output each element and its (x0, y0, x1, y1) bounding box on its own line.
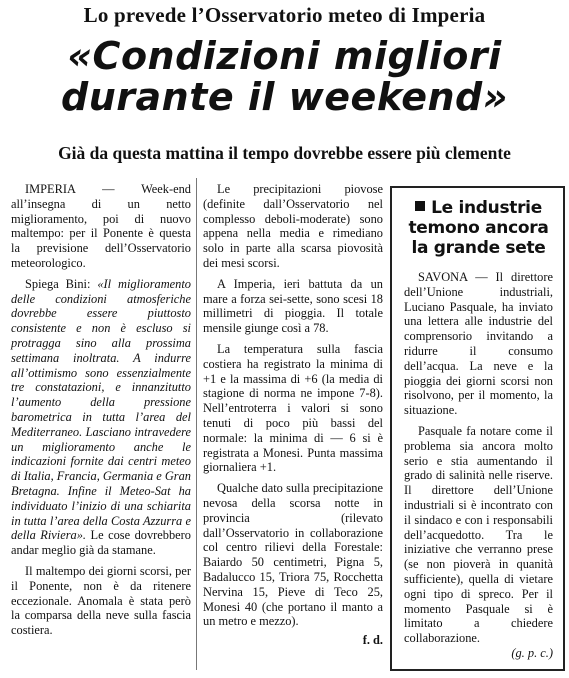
article-paragraph: Le precipitazioni piovose (definite dall’Osservatorio nel complesso deboli-moderate) sono appena nella media e rimediano solo in parte alla scarsa piovosità dei mesi scorsi. (203, 182, 383, 270)
subheadline: Già da questa mattina il tempo dovrebbe essere più clemente (58, 143, 511, 163)
article-column-1 (11, 182, 191, 638)
article-signature: f. d. (362, 633, 383, 648)
sidebar-paragraph: Pasquale fa notare come il problema sia ancora molto serio e stia aumentando il grado di salinità nelle riserve. Il direttore dell’Unione industriali si è incontrato con il sindaco e con i responsabili dell’acquedotto. Tra le iniziative che verranno prese (se non pioverà in quanità sufficiente), quella di vietare ogni tipo di spreco. Per il momento Pasquale si è limitato a chiedere collaborazione. (404, 423, 553, 646)
sidebar-body (404, 270, 553, 661)
bullet-square-icon (415, 201, 425, 211)
column-divider (196, 178, 197, 670)
kicker: Lo prevede l’Osservatorio meteo di Imperia (83, 3, 486, 27)
article-paragraph: IMPERIA — Week-end all’insegna di un netto miglioramento, poi di nuovo maltempo: per il Ponente è questa la previsione dell’Osservatorio meteorologico. (11, 182, 191, 270)
quote-intro: Spiega Bini: (25, 276, 98, 291)
headline: «Condizioni migliori durante il weekend» (61, 34, 508, 119)
article-paragraph: A Imperia, ieri battuta da un mare a forza sei-sette, sono scesi 18 millimetri di pioggia. Il totale mensile giunge così a 78. (203, 276, 383, 336)
sidebar-signature: (g. p. c.) (511, 645, 553, 660)
sidebar-box (390, 186, 565, 671)
article-paragraph: Qualche dato sulla precipitazione nevosa della scorsa notte in provincia (rilevato dall’Osservatorio in collaborazione col centro rilievi della Forestale: Baiardo 50 centimetri, Pigna 5, Badalucco 15, Triora 75, Rocchetta Nervina 15, Pieve di Teco 25, Monesi 40 (che portano il manto a un metro e mezzo). (203, 481, 383, 629)
quote-tail: Le cose dovrebbero andar meglio già da stamane. (11, 528, 191, 558)
article-paragraph: Il maltempo dei giorni scorsi, per il Ponente, non è da ritenere eccezionale. Anomala è stata però la comparsa della neve sulla fascia costiera. (11, 563, 191, 638)
sidebar-title-text: Le industrie temono ancora la grande sete (408, 198, 549, 258)
quote-text: «Il miglioramento delle condizioni atmosferiche dovrebbe essere piuttosto consistente e non è escluso si protragga sino alla prossima settimana inoltrata. A indurre all’ottimismo sono essenzialmente tre constatazioni, e innanzitutto l’aumento della pressione barometrica in tutta l’area del Mediterraneo. Lasciano intravedere un miglioramento anche le indicazioni fornite dai centri meteo di Italia, Francia, Germania e Gran Bretagna. Infine il Meteo-Sat ha individuato l’inizio di una schiarita in tutta l’area della Costa Azzurra e della Riviera». (11, 276, 191, 543)
sidebar-paragraph: SAVONA — Il direttore dell’Unione industriali, Luciano Pasquale, ha inviato una lettera alle industrie del comprensorio invitando a ridurre il consumo dell’acqua. La neve e la pioggia dei giorni scorsi non risolvono, per il momento, la situazione. (404, 270, 553, 418)
article-column-2 (203, 182, 383, 648)
article-paragraph-quote (11, 277, 191, 558)
sidebar-title (404, 198, 553, 258)
article-paragraph: La temperatura sulla fascia costiera ha registrato la minima di +1 e la massima di +6 (la media di stagione di norma ne impone 7-8). Nell’entroterra i valori si sono tenuti di poco più bassi del normale: la minima di — 6 si è registrata a Monesi. Punta massima giornaliera +1. (203, 341, 383, 475)
